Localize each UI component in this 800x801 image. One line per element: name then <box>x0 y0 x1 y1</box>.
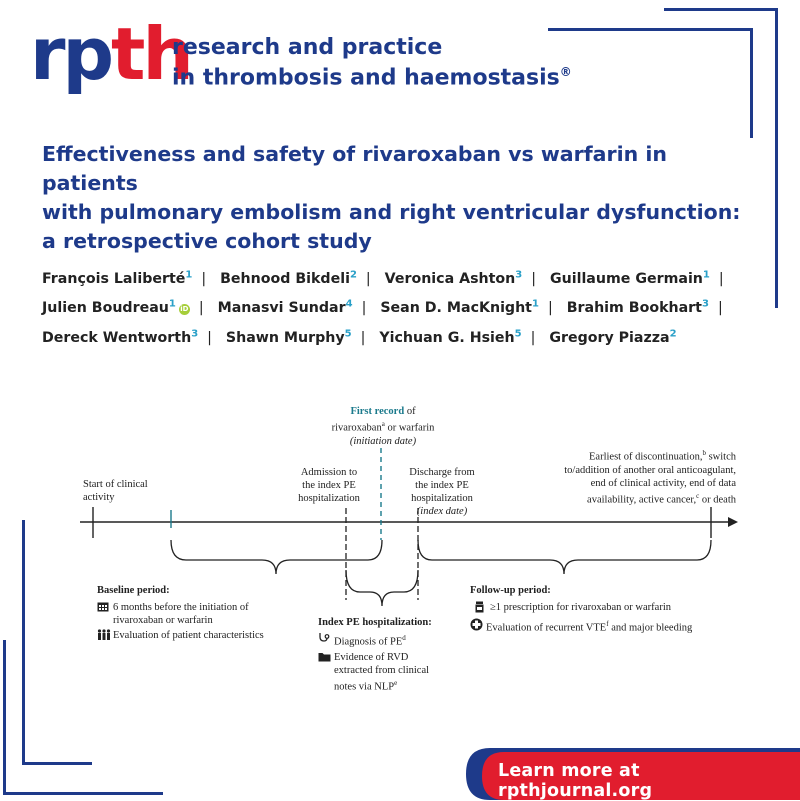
author: Veronica Ashton$^3$ <box>384 269 523 287</box>
people-icon <box>97 629 109 640</box>
author: Sean D. MacKnight$^1$ <box>380 298 539 317</box>
cta-link[interactable]: Learn more at rpthjournal.org <box>498 761 653 801</box>
medical-cross-icon <box>470 618 482 629</box>
start-label: Start of clinical activity <box>83 479 148 503</box>
admission-label: Admission to the index PE hospitalization <box>298 467 360 504</box>
title-line1: Effectiveness and safety of rivaroxaban vs warfarin in patients <box>42 142 667 195</box>
journal-logo <box>30 12 191 96</box>
first-record-label: First record of rivaroxaban$^a$ or warfarin (initiation date) <box>331 406 435 447</box>
author: Dereck Wentworth$^3$ <box>42 328 199 347</box>
brace-index <box>346 570 418 606</box>
timeline-arrowhead <box>728 517 738 527</box>
end-label: Earliest of discontinuation,$^b$ switch to/addition of another oral anticoagulant, end of clinical activity, end of data availability, active cancer,$^c$ or death <box>564 449 736 505</box>
journal-name-line1: research and practice <box>172 35 443 60</box>
author: François Laliberté$^1$ <box>42 269 193 287</box>
author: Manasvi Sundar$^4$ <box>217 298 353 317</box>
article-title <box>42 140 762 256</box>
frame-bottom-line <box>22 762 92 765</box>
followup-title: Follow-up period: <box>470 585 551 596</box>
author: Gregory Piazza$^2$ <box>549 328 677 347</box>
calendar-icon <box>97 601 109 612</box>
frame-left-line <box>22 520 25 765</box>
logo-rp: rp <box>30 12 112 96</box>
followup-box: Follow-up period: ≥1 prescription for rivaroxaban or warfarin Evaluation of recurrent VTE$^f$ and major bleeding <box>470 585 693 634</box>
index-box: Index PE hospitalization: Diagnosis of $PE^d$ Evidence of RVD extracted from clinical notes via NLP$^e$ <box>318 617 432 692</box>
stethoscope-icon <box>318 632 330 643</box>
registered-mark: ® <box>559 65 572 79</box>
title-line2: with pulmonary embolism and right ventricular dysfunction: <box>42 200 741 224</box>
title-line3: a retrospective cohort study <box>42 229 372 253</box>
folder-icon <box>318 651 330 662</box>
frame-bottom-line-outer <box>3 792 163 795</box>
frame-right-line <box>750 28 753 138</box>
author: Julien Boudreau$^1$ iD <box>42 298 189 317</box>
brace-followup <box>418 540 711 574</box>
author: Brahim Bookhart$^3$ <box>566 298 709 317</box>
frame-top-line <box>548 28 752 31</box>
journal-name <box>172 36 572 90</box>
logo-th: th <box>111 12 191 96</box>
author: Behnood Bikdeli$^2$ <box>220 269 357 287</box>
frame-right-line-outer <box>775 8 778 308</box>
author-row: Julien Boudreau$^1$ iD | Manasvi Sundar$^4$ | Sean D. MacKnight$^1$ | Brahim Bookhart$^3$ | <box>42 298 723 317</box>
author: Yichuan G. Hsieh$^5$ <box>379 328 522 347</box>
discharge-label: Discharge from the index PE hospitalization (index date) <box>409 467 475 517</box>
baseline-title: Baseline period: <box>97 585 170 596</box>
author: Shawn Murphy$^5$ <box>225 328 352 347</box>
frame-top-line-outer <box>664 8 778 11</box>
frame-left-line-outer <box>3 640 6 795</box>
baseline-box: Baseline period: 6 months before the initiation of rivaroxaban or warfarin Evaluation of patient characteristics <box>97 585 264 641</box>
index-title: Index PE hospitalization: <box>318 617 432 628</box>
author-row: Dereck Wentworth$^3$ | Shawn Murphy$^5$ | Yichuan G. Hsieh$^5$ | Gregory Piazza$^2$ <box>42 328 677 347</box>
brace-baseline <box>171 540 382 574</box>
author-row: François Laliberté$^1$ | Behnood Bikdeli$^2$ | Veronica Ashton$^3$ | Guillaume Germain$^1$ | <box>42 269 724 287</box>
journal-name-line2: in thrombosis and haemostasis <box>172 65 560 91</box>
author: Guillaume Germain$^1$ <box>549 269 710 287</box>
orcid-icon[interactable]: iD <box>180 305 189 314</box>
prescription-bottle-icon <box>474 601 486 612</box>
author-list <box>42 262 772 351</box>
